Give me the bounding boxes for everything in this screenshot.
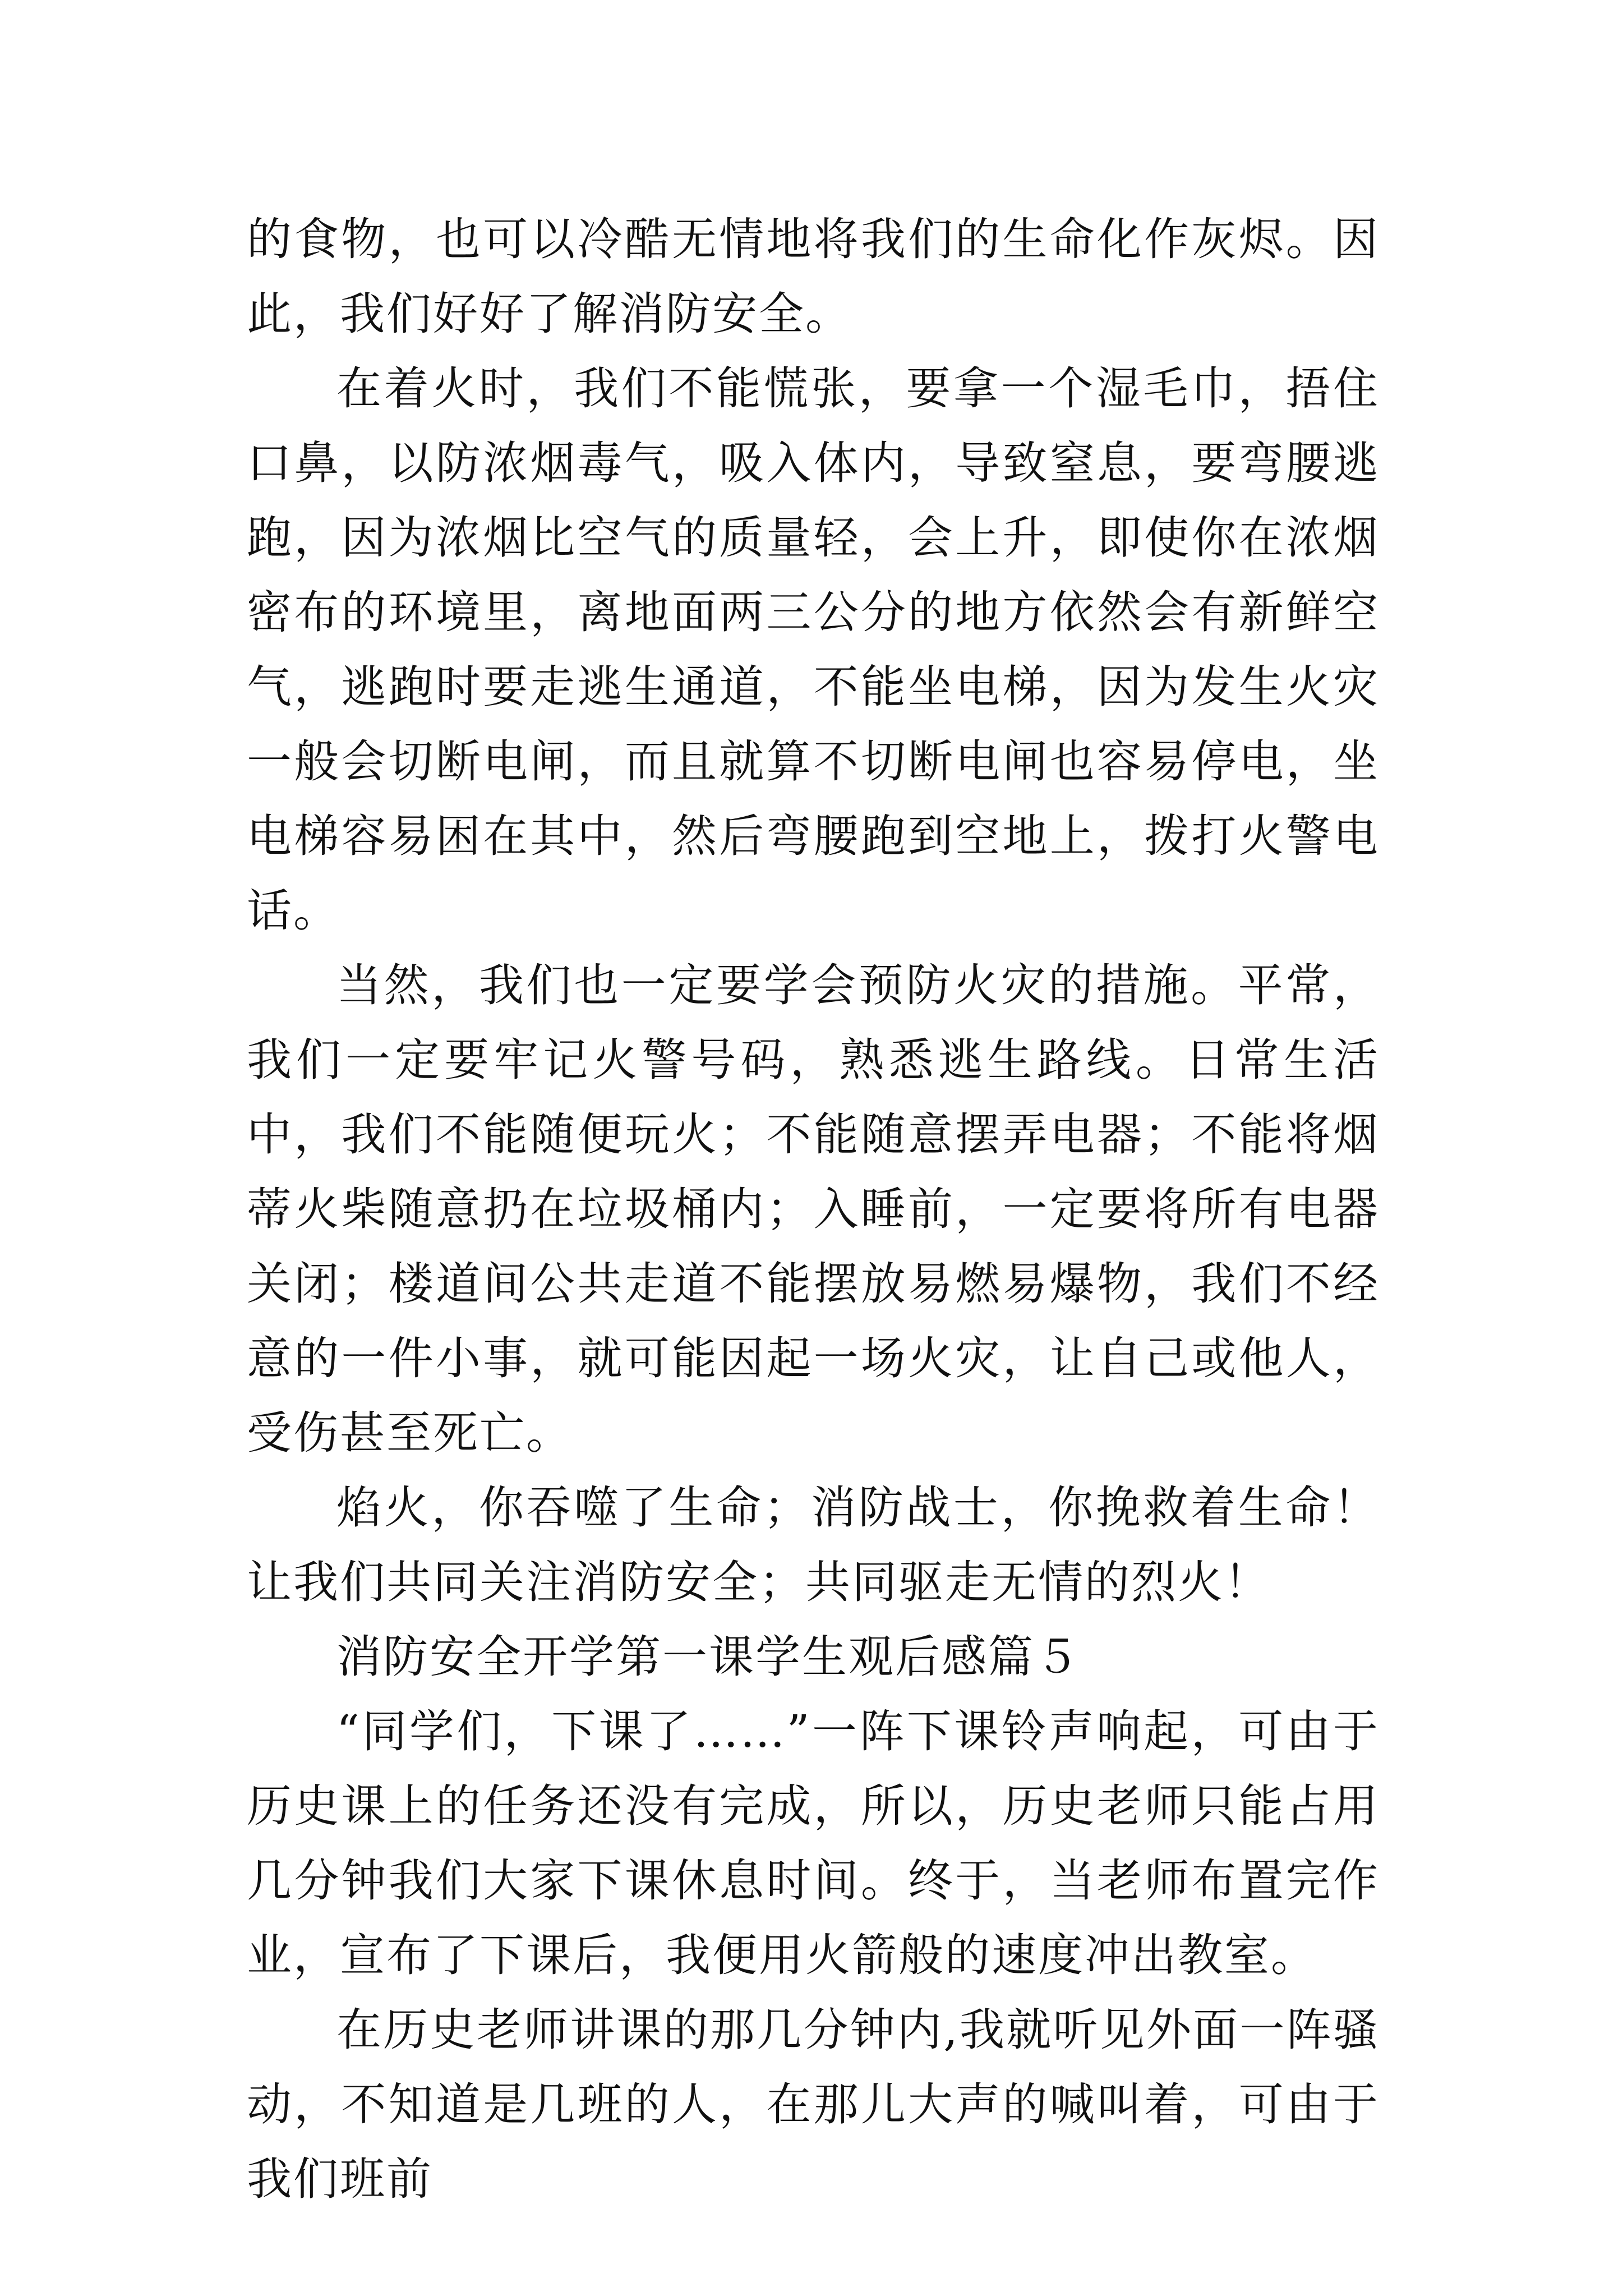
paragraph-continued: 的食物，也可以冷酷无情地将我们的生命化作灰烬。因此，我们好好了解消防安全。 xyxy=(247,213,1380,340)
section-heading: 消防安全开学第一课学生观后感篇５ xyxy=(336,1631,1081,1683)
paragraph-closing: 焰火，你吞噬了生命；消防战士，你挽救着生命！让我们共同关注消防安全；共同驱走无情的烈火！ xyxy=(247,1481,1380,1608)
document-body xyxy=(247,202,1380,2216)
paragraph-prevention: 当然，我们也一定要学会预防火灾的措施。平常，我们一定要牢记火警号码，熟悉逃生路线。日常生活中，我们不能随便玩火；不能随意摆弄电器；不能将烟蒂火柴随意扔在垃圾桶内；入睡前，一定要将所有电器关闭；楼道间公共走道不能摆放易燃易爆物，我们不经意的一件小事，就可能因起一场火灾，让自己或他人，受伤甚至死亡。 xyxy=(247,959,1380,1459)
paragraph-escape-tips: 在着火时，我们不能慌张，要拿一个湿毛巾，捂住口鼻，以防浓烟毒气，吸入体内，导致窒息，要弯腰逃跑，因为浓烟比空气的质量轻，会上升，即使你在浓烟密布的环境里，离地面两三公分的地方依然会有新鲜空气，逃跑时要走逃生通道，不能坐电梯，因为发生火灾一般会切断电闸，而且就算不切断电闸也容易停电，坐电梯容易困在其中，然后弯腰跑到空地上，拨打火警电话。 xyxy=(247,362,1380,937)
paragraph-story-continued: 在历史老师讲课的那几分钟内,我就听见外面一阵骚动，不知道是几班的人，在那儿大声的喊叫着，可由于我们班前 xyxy=(247,2004,1380,2205)
paragraph-story-start: “同学们，下课了……”一阵下课铃声响起，可由于历史课上的任务还没有完成，所以，历史老师只能占用几分钟我们大家下课休息时间。终于，当老师布置完作业，宣布了下课后，我便用火箭般的速度冲出教室。 xyxy=(247,1705,1380,1981)
